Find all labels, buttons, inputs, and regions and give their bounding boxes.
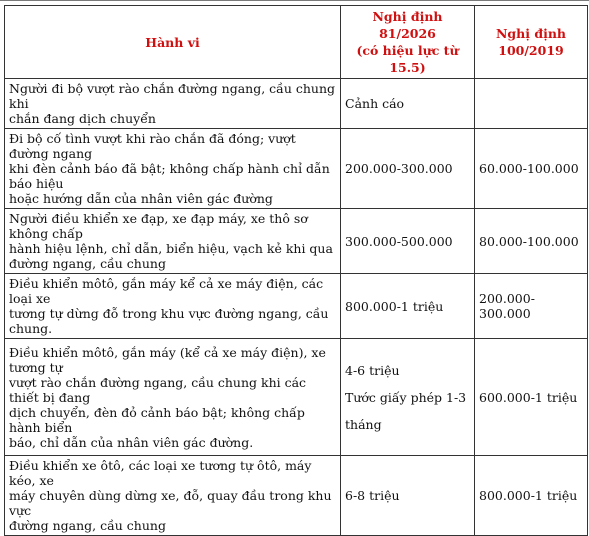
decree-100-cell (475, 209, 588, 274)
decree-100-cell (475, 339, 588, 456)
behavior-line: Điều khiển môtô, gắn máy kể cả xe máy điện, các loại xe (9, 276, 324, 306)
decree-100-value: 60.000-100.000 (479, 161, 579, 176)
behavior-cell (5, 79, 341, 129)
decree-81-value: 4-6 triệu (345, 362, 400, 378)
decree-81-value: tháng (345, 416, 382, 432)
behavior-line: máy chuyên dùng dừng xe, đỗ, quay đầu trong khu vực (9, 488, 332, 518)
header-behavior (5, 6, 341, 79)
behavior-line: khi đèn cảnh báo đã bật; không chấp hành chỉ dẫn báo hiệu (9, 161, 330, 191)
behavior-line: chắn đang dịch chuyển (9, 111, 156, 126)
decree-100-cell (475, 129, 588, 209)
decree-81-cell (341, 456, 475, 536)
behavior-line: Người đi bộ vượt rào chắn đường ngang, cầu chung khi (9, 81, 335, 111)
decree-100-value: 800.000-1 triệu (479, 488, 578, 503)
decree-81-cell (341, 129, 475, 209)
decree-81-cell (341, 209, 475, 274)
header-decree-100 (475, 6, 588, 79)
behavior-line: tương tự dừng đỗ trong khu vực đường ngang, cầu chung. (9, 306, 329, 336)
decree-100-value: 80.000-100.000 (479, 233, 579, 249)
behavior-cell (5, 274, 341, 339)
decree-81-value: 300.000-500.000 (345, 233, 453, 249)
table-row (5, 456, 588, 536)
top-border-line (0, 0, 589, 1)
behavior-line: Điều khiển xe ôtô, các loại xe tương tự ôtô, máy kéo, xe (9, 458, 312, 488)
behavior-cell (5, 339, 341, 456)
behavior-line: báo, chỉ dẫn của nhân viên gác đường. (9, 434, 254, 450)
decree-81-cell (341, 79, 475, 129)
decree-81-cell (341, 339, 475, 456)
behavior-line: đường ngang, cầu chung (9, 256, 166, 271)
table-row (5, 339, 588, 456)
table-row (5, 129, 588, 209)
header-decree-81-line: (có hiệu lực từ 15.5) (356, 43, 459, 75)
table-row (5, 209, 588, 274)
header-decree-100-line: 100/2019 (498, 43, 564, 58)
behavior-line: Người điều khiển xe đạp, xe đạp máy, xe thô sơ không chấp (9, 211, 308, 241)
decree-100-value: 200.000-300.000 (479, 291, 535, 321)
table-row (5, 79, 588, 129)
header-decree-100-line: Nghị định (495, 26, 567, 41)
behavior-cell (5, 209, 341, 274)
header-row (5, 6, 588, 79)
decree-100-cell (475, 274, 588, 339)
decree-81-value: 200.000-300.000 (345, 161, 453, 176)
penalty-comparison-table (4, 5, 588, 536)
behavior-line: hoặc hướng dẫn của nhân viên gác đường (9, 191, 273, 206)
behavior-line: hành hiệu lệnh, chỉ dẫn, biển hiệu, vạch kẻ khi qua (9, 241, 333, 256)
decree-81-value: 800.000-1 triệu (345, 298, 444, 314)
decree-100-value: 600.000-1 triệu (479, 389, 578, 405)
header-behavior-text: Hành vi (145, 34, 200, 50)
behavior-line: dịch chuyển, đèn đỏ cảnh báo bật; không chấp hành biển (9, 404, 305, 435)
decree-81-value: Cảnh cáo (345, 96, 405, 111)
decree-81-cell (341, 274, 475, 339)
decree-100-cell (475, 456, 588, 536)
decree-81-value: Tước giấy phép 1-3 (345, 389, 467, 405)
header-decree-81-line: Nghị định 81/2026 (372, 9, 443, 41)
header-decree-81 (341, 6, 475, 79)
behavior-cell (5, 129, 341, 209)
decree-81-value: 6-8 triệu (345, 488, 400, 503)
behavior-line: vượt rào chắn đường ngang, cầu chung khi các thiết bị đang (9, 374, 307, 405)
behavior-line: Điều khiển môtô, gắn máy (kể cả xe máy điện), xe tương tự (9, 344, 326, 375)
table-row (5, 274, 588, 339)
line-gap (345, 378, 470, 390)
decree-100-cell (475, 79, 588, 129)
behavior-cell (5, 456, 341, 536)
line-gap (345, 405, 470, 417)
behavior-line: Đi bộ cố tình vượt khi rào chắn đã đóng; vượt đường ngang (9, 131, 296, 161)
behavior-line: đường ngang, cầu chung (9, 518, 166, 533)
